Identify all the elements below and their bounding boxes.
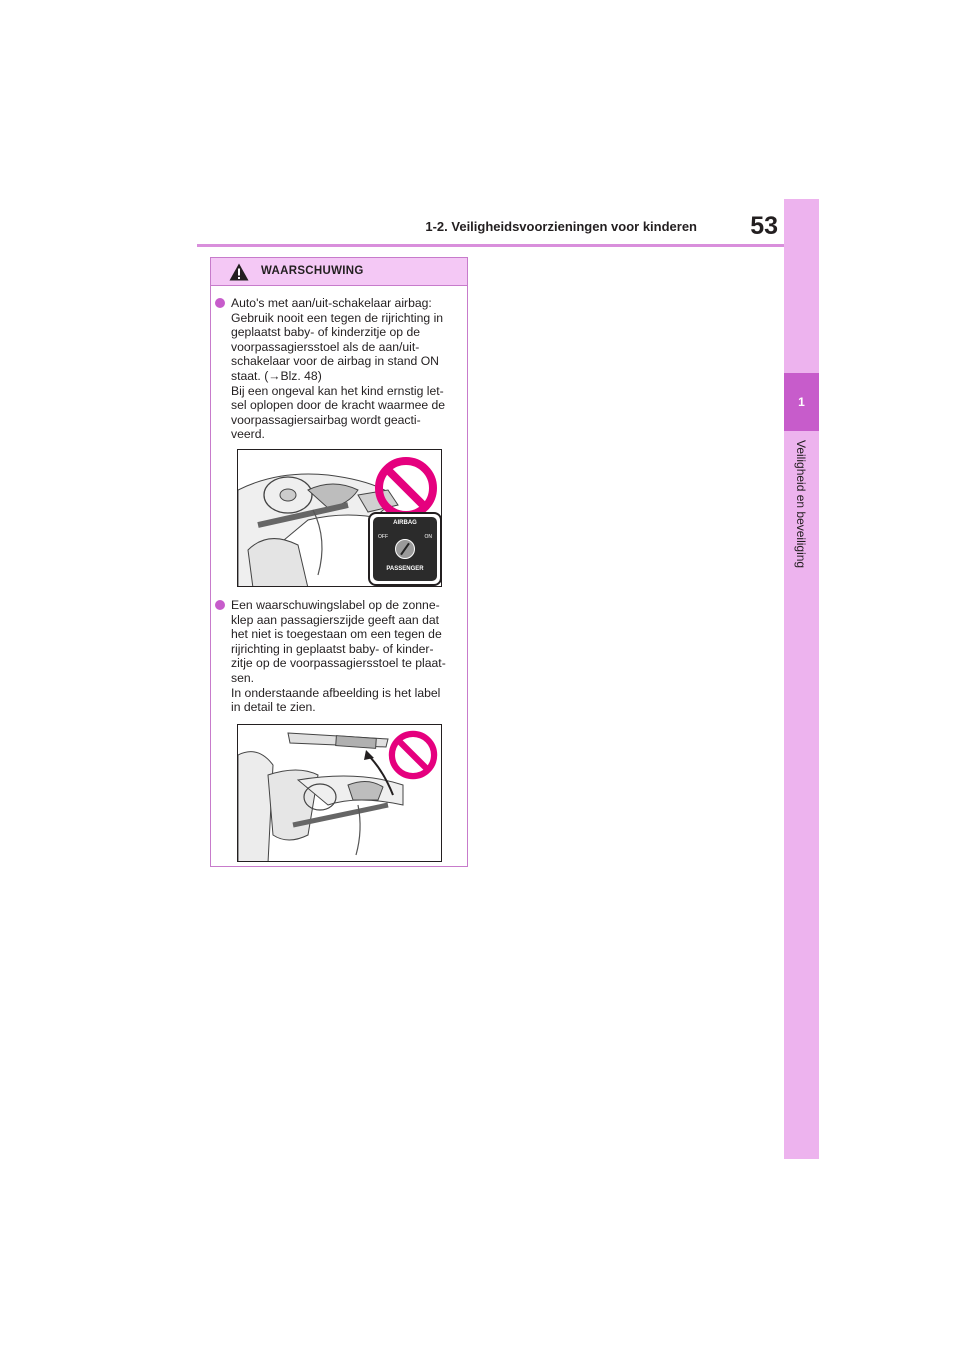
text-line: In onderstaande afbeelding is het label [231, 685, 441, 700]
warning-item-2 [215, 598, 465, 715]
text-line: Auto's met aan/uit-schakelaar airbag: [231, 296, 432, 310]
bullet-icon [215, 298, 225, 308]
text-line: sel oplopen door de kracht waarmee de [231, 398, 446, 413]
switch-label-top: AIRBAG [393, 520, 417, 526]
text-line[interactable]: staat. (→Blz. 48) [231, 368, 322, 383]
chapter-number-tab[interactable]: 1 [784, 373, 819, 431]
text-line: schakelaar voor de airbag in stand ON [231, 354, 439, 369]
prohibited-icon [388, 730, 438, 780]
warning-title: WAARSCHUWING [261, 265, 364, 277]
text-line: klep aan passagierszijde geeft aan dat [231, 612, 440, 627]
text-line: zitje op de voorpassagiersstoel te plaat- [231, 656, 446, 671]
airbag-switch-illustration [237, 449, 442, 587]
bullet-icon [215, 600, 225, 610]
section-title: 1-2. Veiligheidsvoorzieningen voor kinderen [425, 219, 697, 234]
text-line: het niet is toegestaan om een tegen de [231, 627, 442, 642]
page-number: 53 [750, 212, 778, 240]
text-line: in detail te zien. [231, 700, 316, 715]
text-line: sen. [231, 670, 255, 685]
switch-label-off: OFF [378, 534, 388, 540]
prohibited-icon [374, 456, 438, 520]
header-rule [197, 244, 784, 247]
switch-label-bottom: PASSENGER [386, 566, 424, 572]
warning-header [211, 258, 467, 286]
warning-triangle-icon [229, 263, 249, 281]
switch-label-on: ON [424, 534, 432, 540]
warning-box [210, 257, 468, 867]
text-line: voorpassagiersstoel als de aan/uit- [231, 339, 420, 354]
text-line: Gebruik nooit een tegen de rijrichting in [231, 310, 444, 325]
warning-item-1 [215, 296, 465, 442]
text-line: rijrichting in geplaatst baby- of kinder- [231, 641, 434, 656]
text-line: Een waarschuwingslabel op de zonne- [231, 598, 440, 612]
text-line: geplaatst baby- of kinderzitje op de [231, 325, 421, 340]
text-line: voorpassagiersairbag wordt geacti- [231, 412, 421, 427]
switch-detail [368, 512, 442, 586]
chapter-title: Veiligheid en beveiliging [794, 440, 808, 569]
text-line: Bij een ongeval kan het kind ernstig let- [231, 383, 444, 398]
chapter-side-tab [784, 199, 819, 1159]
key-switch-icon [395, 539, 415, 559]
sun-visor-label-illustration [237, 724, 442, 862]
text-line: veerd. [231, 427, 265, 442]
